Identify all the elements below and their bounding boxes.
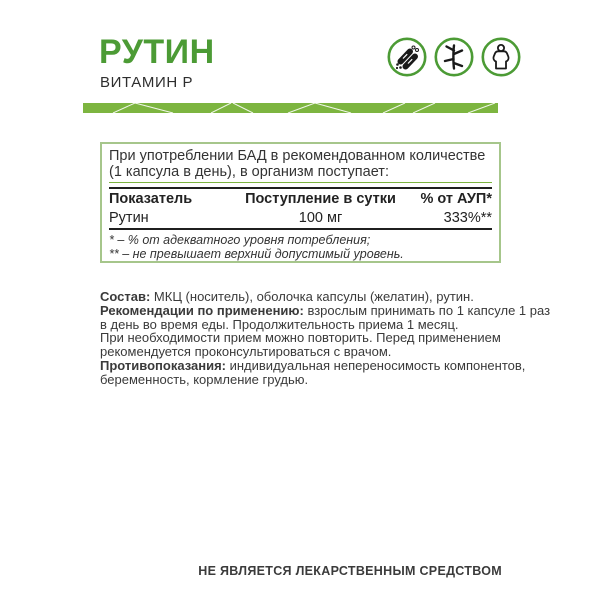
decorative-green-strip: [83, 103, 498, 113]
table-bottom-rule: [109, 228, 492, 230]
description-label: Рекомендации по применению:: [100, 302, 304, 318]
table-top-rule: [109, 187, 492, 189]
description-value: индивидуальная непереносимость компонентов,: [226, 357, 526, 373]
table-header-row: [109, 190, 492, 208]
capsules-icon: [387, 37, 427, 77]
row-indicator-name: Рутин: [109, 210, 149, 226]
column-header-percent-aup: % от АУП*: [420, 191, 492, 207]
description-label: Состав:: [100, 289, 151, 304]
intro-line-2: (1 капсула в день), в организм поступает:: [109, 164, 389, 180]
human-body-icon: [481, 37, 521, 77]
description-value: При необходимости прием можно повторить. Перед применением: [100, 330, 501, 346]
product-subtitle: ВИТАМИН Р: [100, 74, 194, 91]
product-title: РУТИН: [99, 33, 215, 71]
info-box-intro: [109, 148, 492, 180]
footnote-1: * – % от адекватного уровня потребления;: [109, 233, 371, 247]
description-line: [100, 290, 520, 304]
description-line: [100, 318, 520, 332]
description-line: [100, 345, 520, 359]
description-line: [100, 357, 526, 373]
description-value: МКЦ (носитель), оболочка капсулы (желатин), рутин.: [150, 289, 474, 304]
description-value: взрослым принимать по 1 капсуле 1 раз: [303, 302, 551, 318]
footnote-2: ** – не превышает верхний допустимый уровень.: [109, 247, 404, 261]
column-header-indicator: Показатель: [109, 191, 193, 207]
table-row: [109, 209, 492, 227]
description-line: [100, 302, 551, 318]
row-daily-intake-value: 100 мг: [298, 210, 343, 226]
description-line: [100, 331, 520, 345]
benefit-icons: [387, 37, 521, 77]
blood-vessels-icon: [434, 37, 474, 77]
description-value: в день во время еды. Продолжительность приема 1 месяц.: [100, 316, 459, 332]
column-header-daily-intake: Поступление в сутки: [245, 191, 396, 207]
nutrition-info-box: [100, 142, 501, 263]
intro-line-1: При употреблении БАД в рекомендованном количестве: [109, 148, 486, 164]
table-footnotes: [109, 233, 492, 261]
description-label: Противопоказания:: [100, 357, 226, 373]
disclaimer-text: НЕ ЯВЛЯЕТСЯ ЛЕКАРСТВЕННЫМ СРЕДСТВОМ: [198, 564, 502, 578]
description-value: рекомендуется проконсультироваться с врачом.: [100, 344, 392, 360]
description-line: [100, 373, 520, 387]
description-value: беременность, кормление грудью.: [100, 371, 309, 387]
green-divider: [109, 182, 492, 183]
description-text: [100, 289, 551, 387]
row-percent-value: 333%**: [443, 210, 492, 226]
